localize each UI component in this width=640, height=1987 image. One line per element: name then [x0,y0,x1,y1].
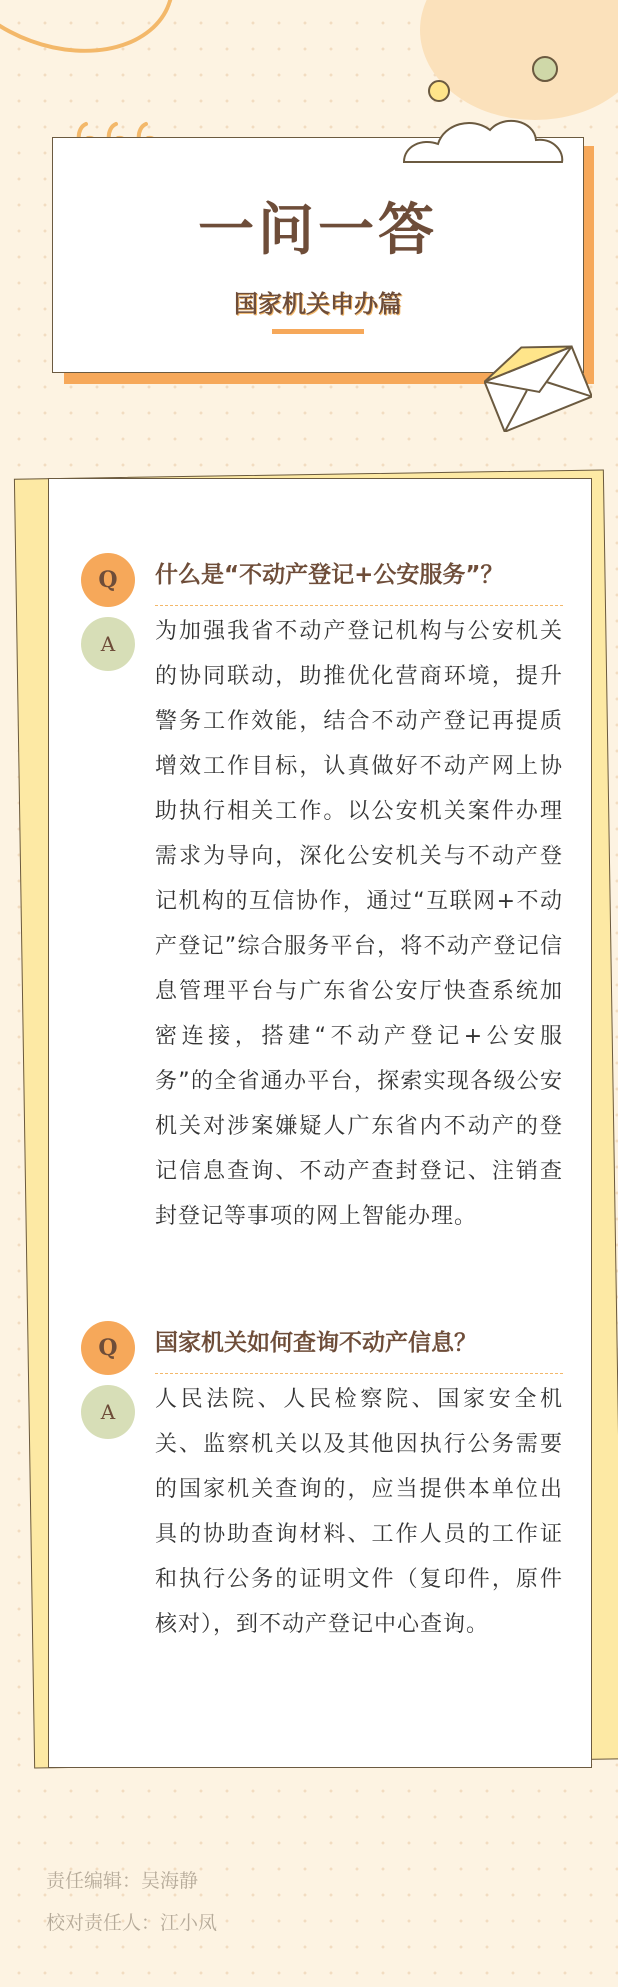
question-badge: Q [81,1321,135,1375]
title-underline [272,329,364,334]
title-card [52,137,584,373]
decorative-green-dot [532,56,558,82]
answer-badge: A [81,617,135,671]
decorative-arc [0,0,200,84]
question-badge: Q [81,553,135,607]
decorative-yellow-dot [428,80,450,102]
cloud-icon [400,110,566,168]
page-title: 一问一答 [198,198,438,263]
answer-text: 为加强我省不动产登记机构与公安机关的协同联动，助推优化营商环境，提升警务工作效能，结合不动产登记再提质增效工作目标，认真做好不动产网上协助执行相关工作。以公安机关案件办理需求为导向，深化公安机关与不动产登记机构的互信协作，通过“互联网+不动产登记”综合服务平台，将不动产登记信息管理平台与广东省公安厅快查系统加密连接，搭建“不动产登记+公安服务”的全省通办平台，探索实现各级公安机关对涉案嫌疑人广东省内不动产的登记信息查询、不动产查封登记、注销查封登记等事项的网上智能办理。 [155,619,563,1229]
question-text: 什么是“不动产登记+公安服务”？ [155,555,563,606]
answer-text: 人民法院、人民检察院、国家安全机关、监察机关以及其他因执行公务需要的国家机关查询的，应当提供本单位出具的协助查询材料、工作人员的工作证和执行公务的证明文件（复印件，原件核对），到不动产登记中心查询。 [155,1387,563,1637]
envelope-icon [484,340,592,432]
page-subtitle: 国家机关申办篇 [234,290,402,318]
credit-editor: 责任编辑：吴海静 [46,1870,199,1892]
decorative-blob [420,0,618,120]
credit-proofreader: 校对责任人：江小凤 [46,1912,218,1934]
answer-badge: A [81,1385,135,1439]
question-text: 国家机关如何查询不动产信息？ [155,1323,563,1374]
content-card [48,478,592,1768]
